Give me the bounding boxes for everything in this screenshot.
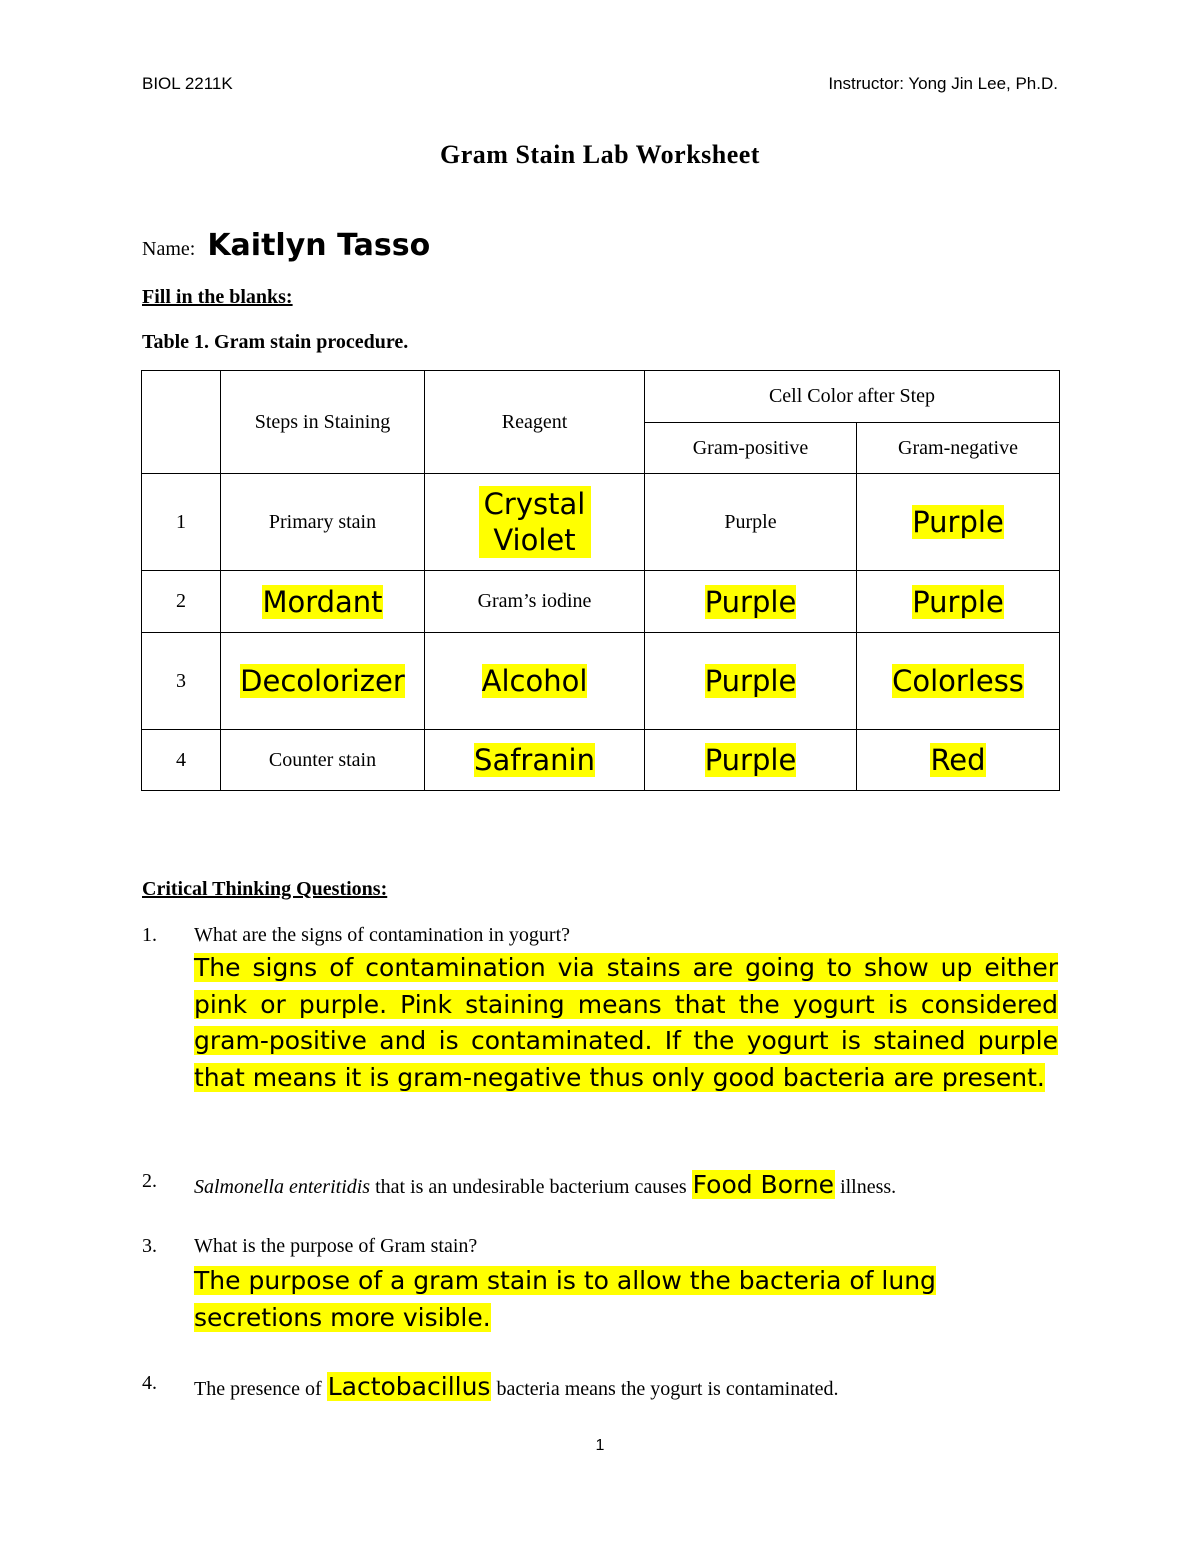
table-row	[142, 730, 1060, 791]
header-gram-negative: Gram-negative	[857, 423, 1060, 474]
gram-positive-color: Purple	[645, 730, 857, 791]
question-text: Salmonella enteritidis that is an undesirable bacterium causes Food Borne illness.	[194, 1170, 897, 1199]
step-name: Primary stain	[221, 474, 425, 571]
gram-negative-color: Red	[857, 730, 1060, 791]
instructor-name: Instructor: Yong Jin Lee, Ph.D.	[828, 74, 1058, 93]
question-number: 3.	[142, 1235, 157, 1257]
header-gram-positive: Gram-positive	[645, 423, 857, 474]
answer-text: The purpose of a gram stain is to allow the bacteria of lung secretions more visible.	[194, 1266, 936, 1332]
question-number: 2.	[142, 1170, 157, 1192]
table-caption: Table 1. Gram stain procedure.	[142, 331, 409, 353]
page-title: Gram Stain Lab Worksheet	[440, 140, 760, 169]
question-number: 4.	[142, 1372, 157, 1394]
reagent: Safranin	[425, 730, 645, 791]
name-label: Name:	[142, 238, 196, 260]
question-text: What are the signs of contamination in yogurt?	[194, 924, 571, 946]
step-name: Decolorizer	[221, 633, 425, 730]
answer-text: Lactobacillus	[327, 1372, 491, 1401]
gram-negative-color: Colorless	[857, 633, 1060, 730]
gram-stain-procedure-table	[141, 370, 1060, 791]
reagent: Alcohol	[425, 633, 645, 730]
gram-positive-color: Purple	[645, 571, 857, 633]
course-code: BIOL 2211K	[142, 74, 233, 93]
question-text: What is the purpose of Gram stain?	[194, 1235, 478, 1257]
header-steps: Steps in Staining	[221, 371, 425, 474]
step-name: Counter stain	[221, 730, 425, 791]
table-header-row	[142, 371, 1060, 423]
reagent: Crystal Violet	[425, 474, 645, 571]
page-number: 1	[595, 1437, 605, 1454]
reagent: Gram’s iodine	[425, 571, 645, 633]
step-number: 1	[142, 474, 221, 571]
header-reagent: Reagent	[425, 371, 645, 474]
step-name: Mordant	[221, 571, 425, 633]
gram-positive-color: Purple	[645, 474, 857, 571]
question-text: The presence of Lactobacillus bacteria means the yogurt is contaminated.	[194, 1372, 839, 1401]
step-number: 3	[142, 633, 221, 730]
answer-text: The signs of contamination via stains are going to show up either pink or purple. Pink staining means that the yogurt is considered gram-positive and is contaminated. If the yogurt is stained purple that means it is gram-negative thus only good bacteria are present.	[194, 953, 1058, 1092]
name-line	[142, 228, 430, 263]
step-number: 4	[142, 730, 221, 791]
table-row	[142, 633, 1060, 730]
student-name: Kaitlyn Tasso	[207, 228, 431, 263]
fill-in-blanks-heading: Fill in the blanks:	[142, 286, 293, 308]
table-row	[142, 571, 1060, 633]
question-number: 1.	[142, 924, 157, 946]
table-row	[142, 474, 1060, 571]
critical-thinking-heading: Critical Thinking Questions:	[142, 878, 388, 900]
gram-negative-color: Purple	[857, 474, 1060, 571]
header-cell-color: Cell Color after Step	[645, 371, 1060, 423]
gram-negative-color: Purple	[857, 571, 1060, 633]
gram-positive-color: Purple	[645, 633, 857, 730]
answer-text: Food Borne	[692, 1170, 835, 1199]
header-blank-cell	[142, 371, 221, 474]
step-number: 2	[142, 571, 221, 633]
